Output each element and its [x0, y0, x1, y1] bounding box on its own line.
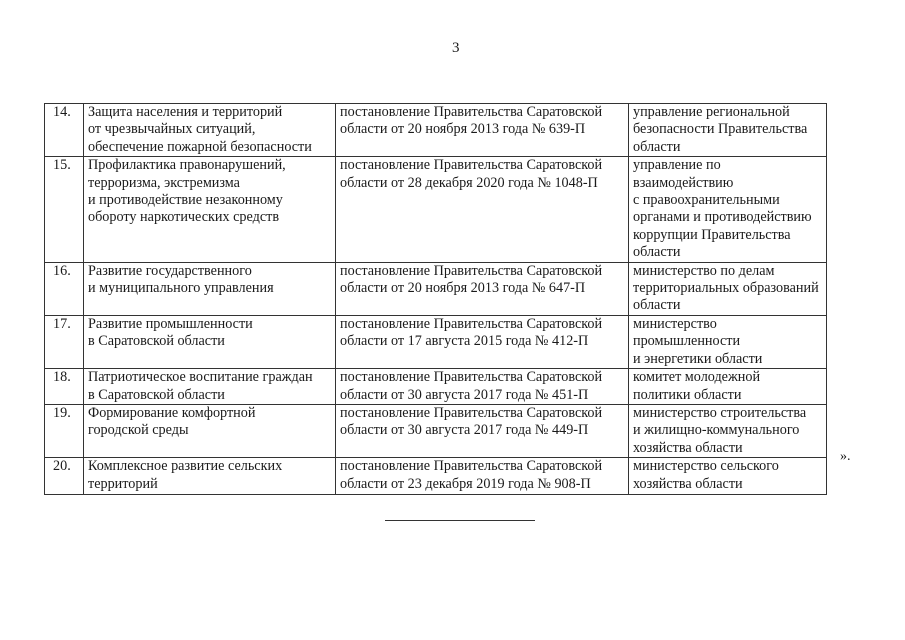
table-row: [45, 458, 827, 495]
responsible-body: управление по взаимодействию с правоохранительными органами и противодействию коррупции Правительства области: [629, 157, 827, 262]
legal-act: постановление Правительства Саратовской области от 30 августа 2017 года № 449-П: [336, 404, 629, 457]
program-name: Защита населения и территорий от чрезвычайных ситуаций, обеспечение пожарной безопасности: [84, 104, 336, 157]
program-name: Формирование комфортной городской среды: [84, 404, 336, 457]
row-number: 14.: [45, 104, 84, 157]
responsible-body: министерство строительства и жилищно-коммунального хозяйства области: [629, 404, 827, 457]
table-row: [45, 262, 827, 315]
responsible-body: министерство промышленности и энергетики области: [629, 315, 827, 368]
responsible-body: комитет молодежной политики области: [629, 369, 827, 405]
responsible-body: управление региональной безопасности Правительства области: [629, 104, 827, 157]
table-row: [45, 157, 827, 262]
responsible-body: министерство сельского хозяйства области: [629, 458, 827, 495]
row-number: 15.: [45, 157, 84, 262]
legal-act: постановление Правительства Саратовской области от 23 декабря 2019 года № 908-П: [336, 458, 629, 495]
page-number: 3: [452, 40, 460, 56]
legal-act: постановление Правительства Саратовской области от 20 ноября 2013 года № 647-П: [336, 262, 629, 315]
row-number: 20.: [45, 458, 84, 495]
program-name: Развитие государственного и муниципального управления: [84, 262, 336, 315]
program-name: Развитие промышленности в Саратовской области: [84, 315, 336, 368]
responsible-body: министерство по делам территориальных образований области: [629, 262, 827, 315]
legal-act: постановление Правительства Саратовской области от 20 ноября 2013 года № 639-П: [336, 104, 629, 157]
program-name: Комплексное развитие сельских территорий: [84, 458, 336, 495]
table-row: [45, 315, 827, 368]
legal-act: постановление Правительства Саратовской области от 30 августа 2017 года № 451-П: [336, 369, 629, 405]
programs-table: [44, 103, 827, 495]
table-row: [45, 369, 827, 405]
end-divider: [385, 520, 535, 521]
row-number: 16.: [45, 262, 84, 315]
table-row: [45, 404, 827, 457]
program-name: Патриотическое воспитание граждан в Саратовской области: [84, 369, 336, 405]
program-name: Профилактика правонарушений, терроризма, экстремизма и противодействие незаконному обороту наркотических средств: [84, 157, 336, 262]
legal-act: постановление Правительства Саратовской области от 17 августа 2015 года № 412-П: [336, 315, 629, 368]
row-number: 18.: [45, 369, 84, 405]
legal-act: постановление Правительства Саратовской области от 28 декабря 2020 года № 1048-П: [336, 157, 629, 262]
row-number: 17.: [45, 315, 84, 368]
closing-quote: ».: [840, 449, 851, 464]
row-number: 19.: [45, 404, 84, 457]
table-row: [45, 104, 827, 157]
